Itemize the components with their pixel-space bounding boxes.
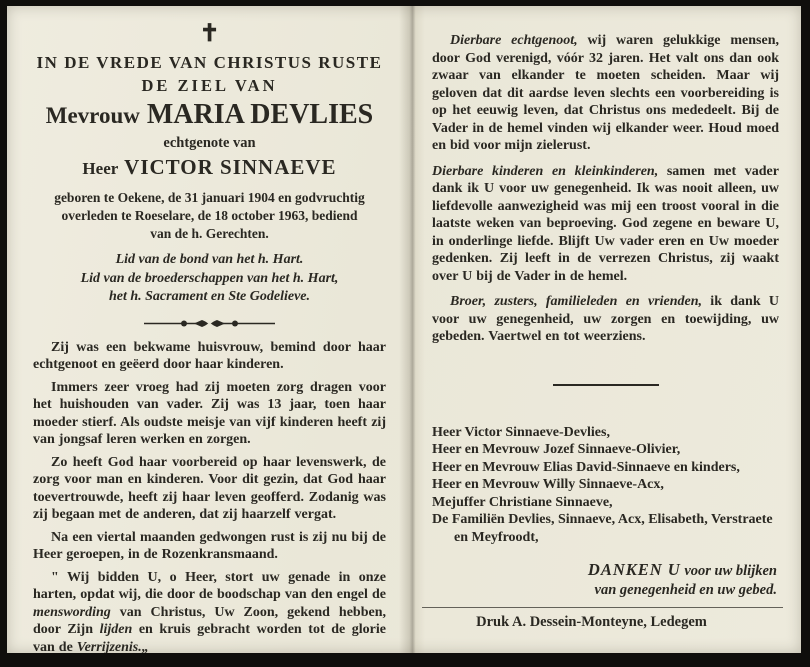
mourner-line: De Familiën Devlies, Sinnaeve, Acx, Elisabeth, Verstraete en Meyfroodt,	[432, 512, 773, 545]
deceased-name: MARIA DEVLIES	[146, 99, 374, 130]
vitals-line: overleden te Roeselare, de 18 october 1963, bediend	[61, 208, 358, 223]
prayer-text: en kruis gebracht worden tot de glorie van de	[33, 622, 386, 653]
left-page	[7, 6, 404, 653]
membership-line: het h. Sacrament en Ste Godelieve.	[108, 289, 311, 304]
farewell-family-text: ik dank U voor uw genegenheid, uw zorgen en toewijding, uw gebeden. Vaertwel en tot weerziens.	[432, 294, 779, 344]
right-page	[404, 6, 801, 653]
printer-divider	[422, 607, 783, 608]
biography-text	[33, 339, 386, 654]
spouse-name-prefix: Heer	[82, 159, 119, 178]
mourner-line: Heer en Mevrouw Elias David-Sinnaeve en kinders,	[432, 459, 740, 475]
membership-line: Lid van de bond van het h. Hart.	[115, 252, 304, 267]
spouse-name: VICTOR SINNAEVE	[124, 155, 337, 179]
mourners-list	[432, 424, 779, 547]
vitals-line: geboren te Oekene, de 31 januari 1904 en godvruchtig	[54, 190, 365, 205]
farewell-children-lead: Dierbare kinderen en kleinkinderen,	[432, 163, 659, 179]
mourner-line: Heer Victor Sinnaeve-Devlies,	[432, 424, 610, 440]
thanks-line1	[432, 560, 777, 581]
biography-paragraph: Na een viertal maanden gedwongen rust is zij nu bij de Heer geroepen, in de Rozenkransmaand.	[33, 529, 386, 562]
relation-line: echtgenote van	[163, 135, 256, 151]
deceased-name-prefix: Mevrouw	[45, 103, 140, 128]
mourner-line: Heer en Mevrouw Jozef Sinnaeve-Olivier,	[432, 442, 681, 457]
farewell-children-paragraph	[432, 163, 779, 286]
printer-credit: Druk A. Dessein-Monteyne, Ledegem	[476, 614, 707, 630]
cross-icon: ✝	[199, 21, 220, 47]
thanks-block	[432, 560, 779, 600]
farewell-spouse-paragraph	[432, 32, 779, 155]
prayer-paragraph	[33, 569, 386, 654]
farewell-children-text: samen met vader dank ik U voor uw genegenheid. Ik was nooit alleen, uw liefdevolle aanwezigheid was mij een troost vooral in die laatste weken van beproeving. God zegene en beware U, in onderlinge liefde. Blijft Uw vader eren en Uw moeder gedenken. Zij leeft in de verrezen Christus, zij waakt over U bij de Vader in de hemel.	[432, 163, 779, 284]
memberships-block	[33, 251, 386, 307]
ornament-divider	[142, 317, 277, 330]
memorial-card	[7, 6, 801, 653]
biography-paragraph: Immers zeer vroeg had zij moeten zorg dragen voor het huishouden van vader. Zij was 13 jaar, toen haar moeder stierf. Als oudste meisje van vijf kinderen heeft zij van jongsaf leren werken en zorgen.	[33, 379, 386, 447]
vitals-line: van de h. Gerechten.	[150, 226, 269, 241]
farewell-family-lead: Broer, zusters, familieleden en vrienden,	[450, 294, 703, 309]
prayer-italic-word: Verrijzenis.„	[76, 639, 149, 653]
spouse-name-line	[33, 154, 386, 182]
thanks-line2: van genegenheid en uw gebed.	[594, 582, 777, 598]
section-divider	[553, 384, 659, 386]
mourner-line: Heer en Mevrouw Willy Sinnaeve-Acx,	[432, 477, 664, 492]
heading-line1: IN DE VREDE VAN CHRISTUS RUSTE	[36, 53, 383, 72]
deceased-name-line	[33, 97, 386, 134]
membership-line: Lid van de broederschappen van het h. Hart,	[80, 270, 339, 286]
birth-death-block	[33, 189, 386, 243]
farewell-spouse-text: wij waren gelukkige mensen, door God verenigd, vóór 32 jaren. Het valt ons dan ook zwaar van elkander te moeten scheiden. Maar wij geloven dat dit aardse leven slechts een voorbereiding is op het eeuwig leven, dat Christus ons mededeelt. Bij de Vader in de hemel vinden wij elkander weer. Houd moed en bid voor mijn zielerust.	[432, 33, 779, 153]
thanks-lead: DANKEN U	[587, 560, 681, 579]
heading-line2: DE ZIEL VAN	[141, 76, 278, 95]
biography-paragraph: Zo heeft God haar voorbereid op haar levenswerk, de zorg voor man en kinderen. Voor dit gezin, dat God haar toevertrouwde, heeft zij haar leven geofferd. Zodanig was zij begaan met de anderen, dat zij haarzelf vergat.	[33, 454, 386, 522]
prayer-italic-word: menswording	[33, 604, 111, 620]
biography-paragraph: Zij was een bekwame huisvrouw, bemind door haar echtgenoot en geëerd door haar kinderen.	[33, 339, 386, 372]
prayer-text: " Wij bidden U, o Heer, stort uw genade in onze harten, opdat wij, die door de boodschap van den engel de	[33, 569, 386, 602]
thanks-rest: voor uw blijken	[680, 563, 777, 579]
farewell-family-paragraph	[432, 293, 779, 346]
farewell-spouse-lead: Dierbare echtgenoot,	[450, 33, 578, 48]
prayer-text: van Christus, Uw Zoon, gekend hebben, door Zijn	[33, 604, 386, 637]
mourner-line: Mejuffer Christiane Sinnaeve,	[432, 494, 613, 510]
prayer-italic-word: lijden	[99, 622, 133, 637]
